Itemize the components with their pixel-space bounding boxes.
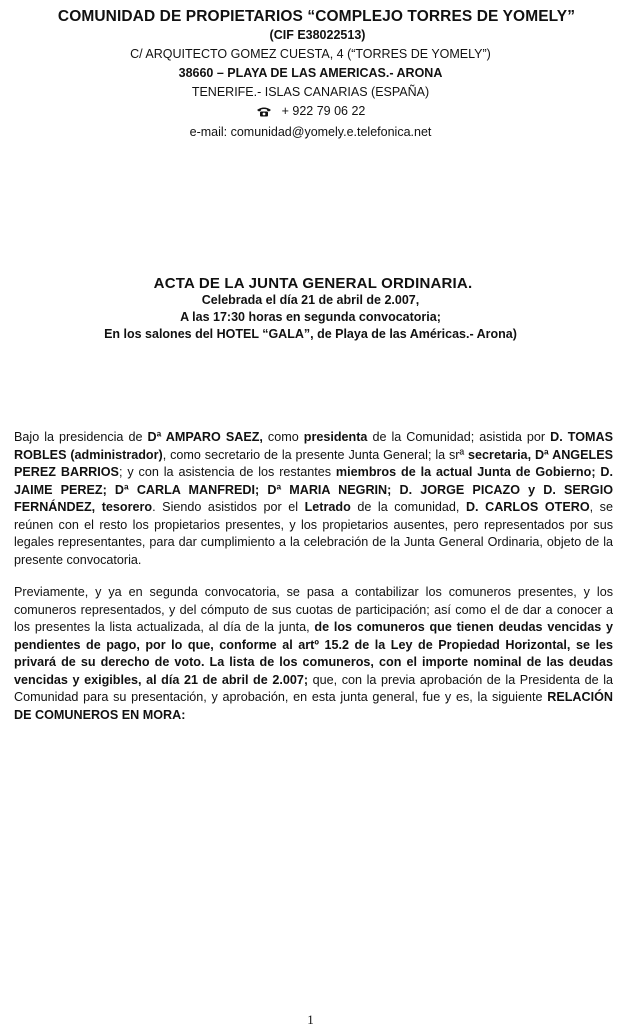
paragraph-attendance xyxy=(14,429,613,569)
paragraph1-run: D. CARLOS OTERO xyxy=(465,500,590,514)
city-line: 38660 – PLAYA DE LAS AMERICAS.- ARONA xyxy=(178,66,443,80)
paragraph1-run: D. TOMAS ROBLES (administrador) xyxy=(14,430,614,462)
paragraph1-run: Letrado xyxy=(304,500,351,514)
cif-number: (CIF E38022513) xyxy=(269,28,366,42)
paragraph1-run: de la Comunidad; asistida por xyxy=(367,430,551,444)
region-line: TENERIFE.- ISLAS CANARIAS (ESPAÑA) xyxy=(191,85,430,99)
paragraph1-run: Dª AMPARO SAEZ, xyxy=(147,430,263,444)
paragraph1-run: presidenta xyxy=(303,430,368,444)
community-title: COMUNIDAD DE PROPIETARIOS “COMPLEJO TORRES DE YOMELY” xyxy=(57,8,576,25)
email-line: e-mail: comunidad@yomely.e.telefonica.net xyxy=(189,125,432,139)
paragraph1-run: Bajo la presidencia de xyxy=(14,430,148,444)
page-number: 1 xyxy=(307,1012,314,1027)
telephone-icon xyxy=(256,106,272,117)
paragraph1-run: , como secretario de la presente Junta General; la srª xyxy=(162,447,469,462)
paragraph1-run: ; y con la asistencia de los restantes xyxy=(118,465,336,479)
paragraph2-run: de los comuneros que tienen deudas vencidas y pendientes de pago, por lo que, conforme al artº 15.2 de la Ley de Propiedad Horizontal, se les privará de su derecho de voto. La lista de los comuneros, con el importe nominal de las deudas vencidas y exigibles, al día 21 de abril de 2.007; xyxy=(14,620,613,687)
phone-number: + 922 79 06 22 xyxy=(281,104,366,118)
paragraph-debtors xyxy=(14,584,613,724)
paragraph1-run: secretaria, Dª ANGELES PEREZ BARRIOS xyxy=(14,447,613,479)
letterhead xyxy=(0,8,621,142)
paragraph1-run: miembros de la actual Junta de Gobierno; D. JAIME PEREZ; Dª CARLA MANFREDI; Dª MARIA NEGRIN; D. JORGE PICAZO y D. SERGIO FERNÁNDEZ, tesorero xyxy=(14,465,613,514)
paragraph1-run: como xyxy=(262,430,304,444)
meeting-time: A las 17:30 horas en segunda convocatoria; xyxy=(180,310,441,324)
minutes-heading xyxy=(0,275,621,343)
paragraph1-run: , se reúnen con el resto los propietarios presentes, y los propietarios ausentes, pero representados por sus legales representantes, para dar cumplimiento a la celebración de la Junta General Ordinaria, objeto de la presente convocatoria. xyxy=(14,500,613,567)
paragraph2-run: Previamente, y ya en segunda convocatoria, se pasa a contabilizar los comuneros presentes, y los comuneros representados, y del cómputo de sus cuotas de participación; así como el de dar a conocer a los presentes la lista actualizada, al día de la junta, xyxy=(14,585,613,634)
minutes-title: ACTA DE LA JUNTA GENERAL ORDINARIA. xyxy=(153,275,473,292)
paragraph2-run: que, con la previa aprobación de la Presidenta de la Comunidad para su presentación, y aprobación, en esta junta general, fue y es, la siguiente xyxy=(14,672,613,704)
street-address: C/ ARQUITECTO GOMEZ CUESTA, 4 (“TORRES DE YOMELY”) xyxy=(130,47,491,61)
phone-line xyxy=(0,102,621,123)
meeting-venue: En los salones del HOTEL “GALA”, de Playa de las Américas.- Arona) xyxy=(104,327,517,341)
paragraph2-run: RELACIÓN DE COMUNEROS EN MORA: xyxy=(14,690,613,722)
meeting-date: Celebrada el día 21 de abril de 2.007, xyxy=(201,293,420,307)
paragraph1-run: de la comunidad, xyxy=(350,500,466,514)
paragraph1-run: . Siendo asistidos por el xyxy=(152,500,305,514)
